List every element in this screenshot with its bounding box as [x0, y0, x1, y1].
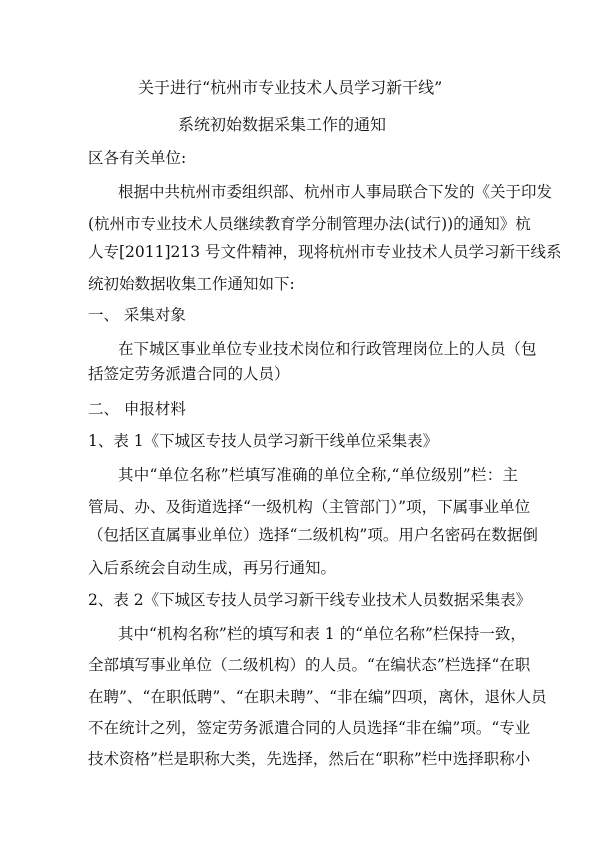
item1-line-1: 其中“单位名称”栏填写准确的单位全称,“单位级别”栏：主: [118, 466, 518, 484]
item2-heading: 2、表 2《下城区专技人员学习新干线专业技术人员数据采集表》: [88, 591, 532, 609]
item2-line-5: 技术资格”栏是职称大类，先选择，然后在“职称”栏中选择职称小: [88, 750, 531, 768]
section1-heading: 一、 采集对象: [88, 306, 186, 324]
section1-line-1: 在下城区事业单位专业技术岗位和行政管理岗位上的人员（包: [118, 340, 537, 358]
title-line-2: 系统初始数据采集工作的通知: [178, 115, 387, 134]
intro-line-2: (杭州市专业技术人员继续教育学分制管理办法(试行))的通知》杭: [88, 215, 531, 233]
salutation: 区各有关单位:: [88, 149, 187, 167]
item1-line-2: 管局、办、及街道选择“一级机构（主管部门）”项，下属事业单位: [88, 498, 531, 516]
item1-line-4: 入后系统会自动生成，再另行通知。: [88, 559, 337, 577]
item2-line-3: 在聘”、“在职低聘”、“在职未聘”、“非在编”四项，离休，退休人员: [88, 688, 547, 706]
item2-line-4: 不在统计之列，签定劳务派遣合同的人员选择“非在编”项。“专业: [88, 719, 531, 737]
intro-line-4: 统初始数据收集工作通知如下:: [88, 275, 295, 293]
section1-line-2: 括签定劳务派遣合同的人员）: [88, 365, 290, 383]
intro-line-3: 人专[2011]213 号文件精神，现将杭州市专业技术人员学习新干线系: [88, 243, 562, 261]
item1-heading: 1、表 1《下城区专技人员学习新干线单位采集表》: [88, 432, 439, 450]
section2-heading: 二、 申报材料: [88, 400, 186, 418]
item2-line-1: 其中“机构名称”栏的填写和表 1 的“单位名称”栏保持一致，: [118, 625, 526, 643]
item1-line-3: （包括区直属事业单位）选择“二级机构”项。用户名密码在数据倒: [88, 526, 538, 544]
intro-line-1: 根据中共杭州市委组织部、杭州市人事局联合下发的《关于印发: [118, 183, 553, 201]
title-line-1: 关于进行“杭州市专业技术人员学习新干线”: [138, 78, 443, 97]
item2-line-2: 全部填写事业单位（二级机构）的人员。“在编状态”栏选择“在职: [88, 656, 531, 674]
